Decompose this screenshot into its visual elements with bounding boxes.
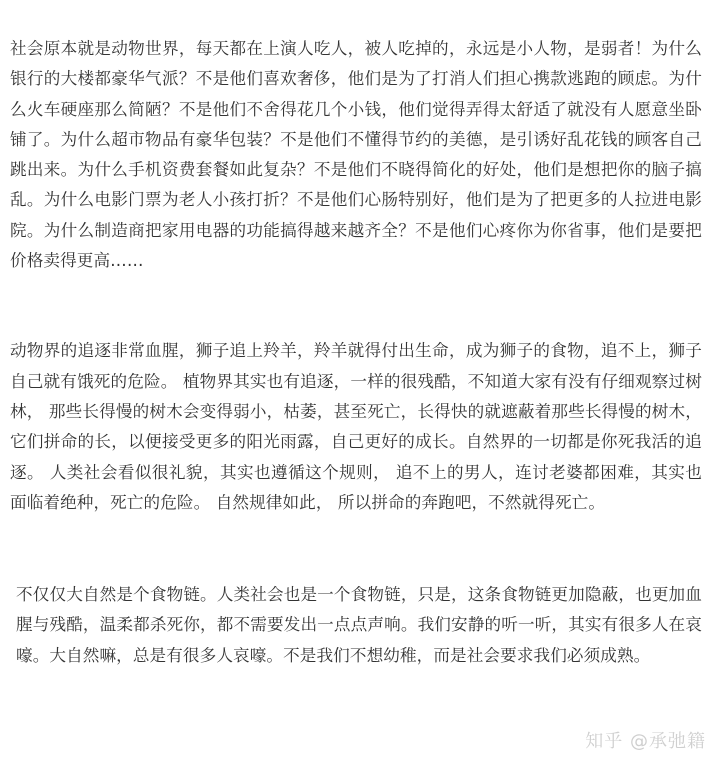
zhihu-watermark: 知乎 @承弛籍 <box>585 731 706 752</box>
paragraph-1: 社会原本就是动物世界，每天都在上演人吃人，被人吃掉的，永远是小人物，是弱者！为什么银行的大楼都豪华气派？不是他们喜欢奢侈，他们是为了打消人们担心携款逃跑的顾虑。为什么火车硬座那么简陋？不是他们不舍得花几个小钱，他们觉得弄得太舒适了就没有人愿意坐卧铺了。为什么超市物品有豪华包装？不是他们不懂得节约的美德，是引诱好乱花钱的顾客自己跳出来。为什么手机资费套餐如此复杂？不是他们不晓得简化的好处，他们是想把你的脑子搞乱。为什么电影门票为老人小孩打折？不是他们心肠特别好，他们是为了把更多的人拉进电影院。为什么制造商把家用电器的功能搞得越来越齐全？不是他们心疼你为你省事，他们是要把价格卖得更高…… <box>10 39 702 271</box>
paragraph-2: 动物界的追逐非常血腥，狮子追上羚羊，羚羊就得付出生命，成为狮子的食物，追不上，狮子自己就有饿死的危险。 植物界其实也有追逐，一样的很残酷，不知道大家有没有仔细观察过树林， 那些长得慢的树木会变得弱小，枯萎，甚至死亡，长得快的就遮蔽着那些长得慢的树木，它们拼命的长，以便接受更多的阳光雨露，自己更好的成长。自然界的一切都是你死我活的追逐。 人类社会看似很礼貌，其实也遵循这个规则， 追不上的男人，连讨老婆都困难，其实也面临着绝种，死亡的危险。 自然规律如此， 所以拼命的奔跑吧，不然就得死亡。 <box>10 341 702 512</box>
article-body <box>10 34 702 671</box>
paragraph-3: 不仅仅大自然是个食物链。人类社会也是一个食物链，只是，这条食物链更加隐蔽，也更加血腥与残酷，温柔都杀死你，都不需要发出一点点声响。我们安静的听一听，其实有很多人在哀嚎。大自然嘛，总是有很多人哀嚎。不是我们不想幼稚，而是社会要求我们必须成熟。 <box>16 585 702 665</box>
